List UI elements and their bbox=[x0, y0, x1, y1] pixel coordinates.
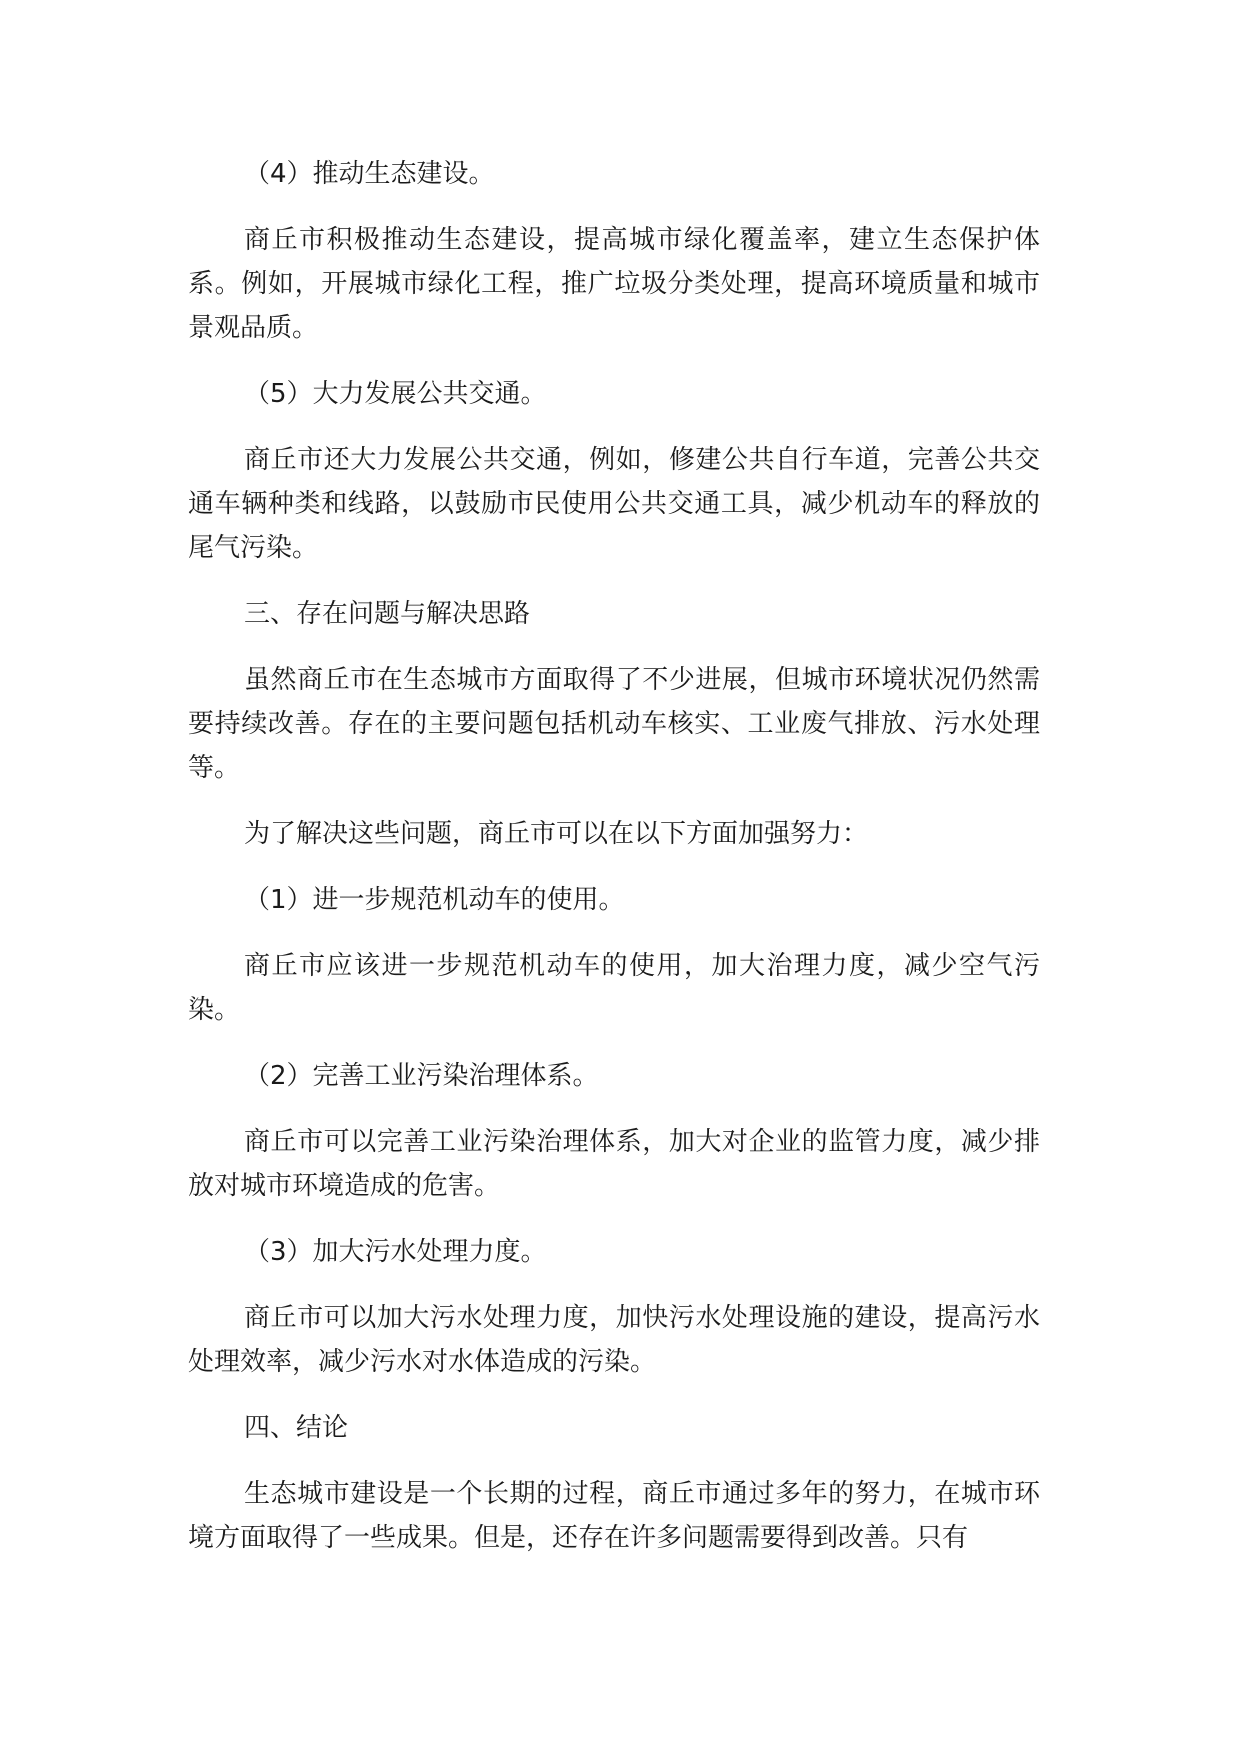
paragraph: 商丘市还大力发展公共交通，例如，修建公共自行车道，完善公共交通车辆种类和线路，以鼓励市民使用公共交通工具，减少机动车的释放的尾气污染。 bbox=[188, 445, 1040, 563]
paragraph: 商丘市应该进一步规范机动车的使用，加大治理力度，减少空气污染。 bbox=[188, 951, 1040, 1025]
paragraph-subheading: （3）加大污水处理力度。 bbox=[244, 1237, 547, 1267]
paragraph: 商丘市可以完善工业污染治理体系，加大对企业的监管力度，减少排放对城市环境造成的危害。 bbox=[188, 1127, 1040, 1201]
paragraph-subheading: （4）推动生态建设。 bbox=[244, 159, 495, 189]
section-heading: 三、存在问题与解决思路 bbox=[244, 599, 531, 629]
paragraph: 为了解决这些问题，商丘市可以在以下方面加强努力： bbox=[244, 819, 869, 849]
paragraph: 商丘市可以加大污水处理力度，加快污水处理设施的建设，提高污水处理效率，减少污水对水体造成的污染。 bbox=[188, 1303, 1040, 1377]
paragraph-subheading: （2）完善工业污染治理体系。 bbox=[244, 1061, 599, 1091]
paragraph-subheading: （1）进一步规范机动车的使用。 bbox=[244, 885, 625, 915]
paragraph: 商丘市积极推动生态建设，提高城市绿化覆盖率，建立生态保护体系。例如，开展城市绿化工程，推广垃圾分类处理，提高环境质量和城市景观品质。 bbox=[188, 225, 1040, 343]
section-heading: 四、结论 bbox=[244, 1413, 349, 1443]
paragraph: 生态城市建设是一个长期的过程，商丘市通过多年的努力，在城市环境方面取得了一些成果。但是，还存在许多问题需要得到改善。只有 bbox=[188, 1479, 1040, 1553]
paragraph: 虽然商丘市在生态城市方面取得了不少进展，但城市环境状况仍然需要持续改善。存在的主要问题包括机动车核实、工业废气排放、污水处理等。 bbox=[188, 665, 1040, 783]
paragraph-subheading: （5）大力发展公共交通。 bbox=[244, 379, 547, 409]
document-body bbox=[188, 152, 1040, 1582]
